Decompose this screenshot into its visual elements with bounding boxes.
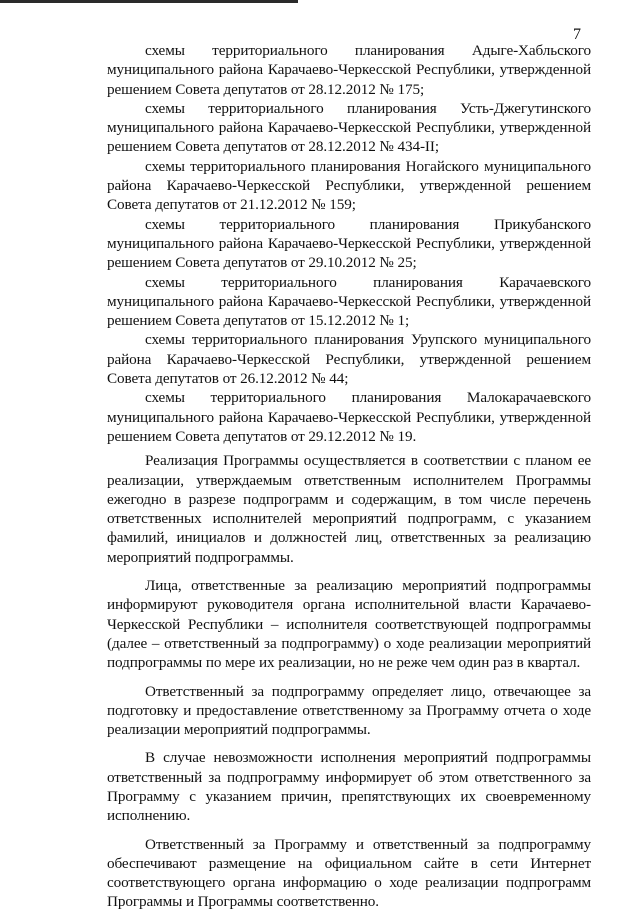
paragraph-scheme-urupsky: схемы территориального планирования Урупского муниципального района Карачаево-Черкесской Республики, утвержденной решением Совета депутатов от 26.12.2012 № 44; bbox=[107, 331, 591, 388]
document-body bbox=[107, 41, 591, 917]
paragraph-scheme-prikubansky: схемы территориального планирования Прикубанского муниципального района Карачаево-Черкесской Республики, утвержденной решением Совета депутатов от 29.10.2012 № 25; bbox=[107, 215, 591, 272]
paragraph-impossibility-notice: В случае невозможности исполнения мероприятий подпрограммы ответственный за подпрограмму информирует об этом ответственного за Программу с указанием причин, препятствующих их своевременному исполнению. bbox=[107, 749, 591, 825]
paragraph-internet-publication: Ответственный за Программу и ответственный за подпрограмму обеспечивают размещение на официальном сайте в сети Интернет соответствующего органа информацию о ходе реализации подпрограмм Программы и Программы соответственно. bbox=[107, 835, 591, 911]
paragraph-program-implementation: Реализация Программы осуществляется в соответствии с планом ее реализации, утверждаемым ответственным исполнителем Программы ежегодно в разрезе подпрограмм и содержащим, в том числе перечень ответственных исполнителей мероприятий подпрограмм, с указанием фамилий, инициалов и должностей лиц, ответственных за реализацию мероприятий подпрограммы. bbox=[107, 452, 591, 566]
paragraph-scheme-karachaevsky: схемы территориального планирования Карачаевского муниципального района Карачаево-Черкесской Республики, утвержденной решением Совета депутатов от 15.12.2012 № 1; bbox=[107, 273, 591, 330]
paragraph-scheme-adyge-khablsky: схемы территориального планирования Адыге-Хабльского муниципального района Карачаево-Черкесской Республики, утвержденной решением Совета депутатов от 28.12.2012 № 175; bbox=[107, 42, 591, 98]
page-number: 7 bbox=[573, 26, 581, 43]
paragraph-scheme-nogaysky: схемы территориального планирования Ногайского муниципального района Карачаево-Черкесской Республики, утвержденной решением Совета депутатов от 21.12.2012 № 159; bbox=[107, 157, 591, 214]
scan-edge-line bbox=[0, 0, 298, 3]
paragraph-scheme-ust-dzhegutinsky: схемы территориального планирования Усть-Джегутинского муниципального района Карачаево-Черкесской Республики, утвержденной решением Совета депутатов от 28.12.2012 № 434-II; bbox=[107, 99, 591, 156]
paragraph-report-preparation: Ответственный за подпрограмму определяет лицо, отвечающее за подготовку и предоставление ответственному за Программу отчета о ходе реализации мероприятий подпрограммы. bbox=[107, 682, 591, 739]
paragraph-responsible-persons: Лица, ответственные за реализацию мероприятий подпрограммы информируют руководителя органа исполнительной власти Карачаево-Черкесской Республики – исполнителя соответствующей подпрограммы (далее – ответственный за подпрограмму) о ходе реализации мероприятий подпрограммы по мере их реализации, но не реже чем один раз в квартал. bbox=[107, 577, 591, 672]
paragraph-scheme-malokarachaevsky: схемы территориального планирования Малокарачаевского муниципального района Карачаево-Черкесской Республики, утвержденной решением Совета депутатов от 29.12.2012 № 19. bbox=[107, 389, 591, 445]
